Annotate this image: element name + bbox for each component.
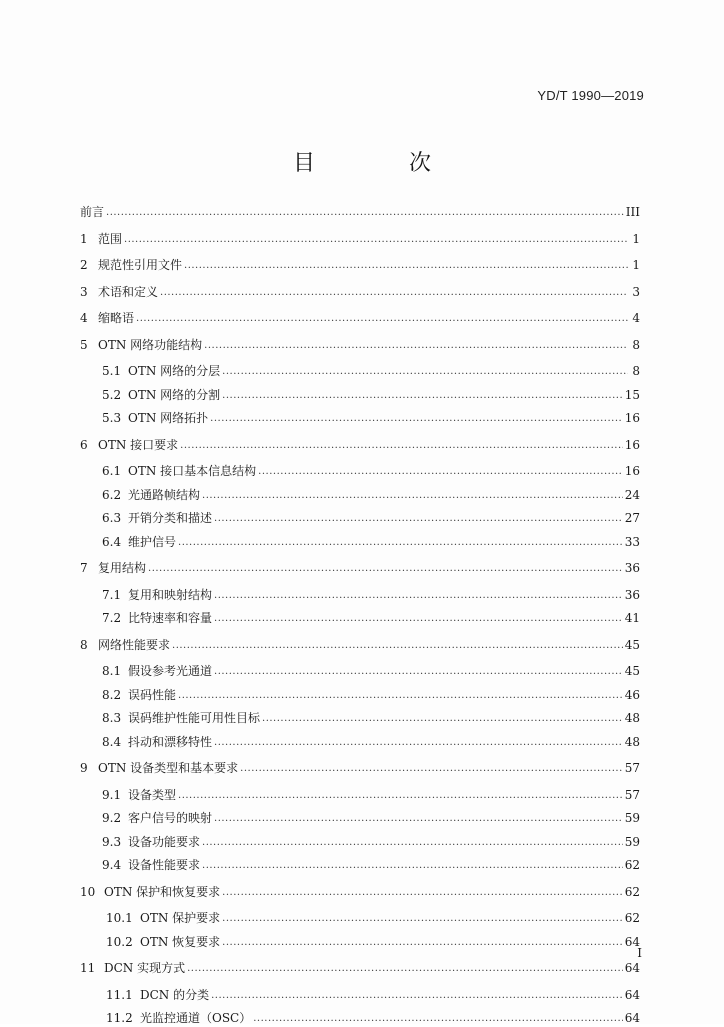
toc-section-entry[interactable]	[80, 364, 640, 380]
toc-entry-label: OTN 网络功能结构	[98, 337, 203, 352]
toc-entry-page: 48	[624, 711, 640, 725]
toc-chapter-entry[interactable]	[80, 438, 640, 454]
toc-entry-label: DCN 实现方式	[104, 961, 186, 975]
toc-leader-dots	[222, 886, 623, 900]
toc-entry-page: 36	[624, 561, 640, 575]
toc-chapter-entry[interactable]	[80, 961, 640, 977]
toc-leader-dots	[211, 989, 623, 1003]
toc-leader-dots	[178, 536, 623, 550]
toc-leader-dots	[214, 736, 623, 750]
toc-leader-dots	[222, 936, 623, 950]
toc-entry-page: 59	[624, 811, 640, 825]
toc-entry-number: 5	[80, 337, 88, 352]
toc-section-entry[interactable]	[80, 835, 640, 851]
toc-entry-page: 36	[624, 587, 640, 602]
toc-section-entry[interactable]	[80, 988, 640, 1004]
toc-section-entry[interactable]	[80, 735, 640, 751]
toc-entry-number: 5.2	[102, 387, 122, 402]
toc-leader-dots	[187, 962, 623, 976]
toc-entry-number: 5.1	[102, 364, 122, 378]
toc-leader-dots	[202, 836, 623, 850]
document-code: YD/T 1990—2019	[537, 88, 644, 103]
toc-entry-number: 2	[80, 258, 88, 272]
toc-entry-page: 45	[624, 664, 640, 678]
toc-entry-label: 设备类型	[128, 787, 177, 802]
toc-leader-dots	[240, 762, 623, 776]
toc-entry-number: 3	[80, 284, 88, 299]
toc-entry-label: DCN 的分类	[140, 987, 210, 1002]
toc-leader-dots	[214, 812, 623, 826]
toc-leader-dots	[214, 512, 623, 526]
toc-entry-label: 复用结构	[98, 561, 147, 575]
toc-leader-dots	[106, 206, 624, 220]
toc-entry-page: 41	[624, 611, 640, 625]
toc-entry-number: 1	[80, 231, 88, 246]
toc-entry-number: 11.2	[106, 1011, 133, 1025]
toc-title: 目 次	[292, 151, 467, 176]
toc-entry-label: 误码维护性能可用性目标	[128, 711, 261, 725]
toc-leader-dots	[214, 589, 623, 603]
toc-entry-label: 规范性引用文件	[98, 258, 183, 272]
toc-entry-number: 9.4	[102, 858, 122, 872]
toc-leader-dots	[136, 312, 628, 326]
toc-entry-label: OTN 网络的分层	[128, 364, 221, 378]
toc-chapter-entry[interactable]	[80, 638, 640, 654]
toc-entry-number: 10.2	[106, 934, 133, 949]
toc-section-entry[interactable]	[80, 1011, 640, 1027]
toc-leader-dots	[222, 912, 623, 926]
toc-section-entry[interactable]	[80, 488, 640, 504]
toc-leader-dots	[178, 689, 623, 703]
toc-entry-page: 64	[624, 961, 640, 975]
toc-entry-label: OTN 保护和恢复要求	[104, 884, 221, 899]
toc-section-entry[interactable]	[80, 911, 640, 927]
toc-entry-page: III	[625, 205, 640, 219]
toc-section-entry[interactable]	[80, 858, 640, 874]
toc-entry-label: 范围	[98, 231, 123, 246]
toc-entry-page: 48	[624, 734, 640, 749]
toc-entry-page: 3	[632, 284, 640, 299]
toc-entry-label: 比特速率和容量	[128, 611, 213, 625]
toc-chapter-entry[interactable]	[80, 761, 640, 777]
toc-section-entry[interactable]	[80, 664, 640, 680]
toc-section-entry[interactable]	[80, 711, 640, 727]
toc-entry-number: 9.1	[102, 787, 122, 802]
toc-chapter-entry[interactable]	[80, 885, 640, 901]
toc-entry-page: 24	[624, 487, 640, 502]
toc-entry-label: OTN 设备类型和基本要求	[98, 761, 239, 775]
toc-leader-dots	[210, 412, 623, 426]
toc-section-entry[interactable]	[80, 788, 640, 804]
toc-leader-dots	[258, 465, 623, 479]
toc-entry-label: OTN 接口基本信息结构	[128, 464, 257, 478]
toc-entry-label: 抖动和漂移特性	[128, 734, 213, 749]
toc-section-entry[interactable]	[80, 935, 640, 951]
toc-section-entry[interactable]	[80, 688, 640, 704]
toc-entry-number: 7	[80, 561, 88, 575]
toc-entry-page: 15	[624, 387, 640, 402]
toc-chapter-entry[interactable]	[80, 258, 640, 274]
toc-entry-label: 术语和定义	[98, 284, 159, 299]
toc-leader-dots	[202, 489, 623, 503]
toc-entry-label: 网络性能要求	[98, 637, 171, 652]
toc-leader-dots	[172, 639, 623, 653]
toc-section-entry[interactable]	[80, 388, 640, 404]
toc-entry-label: OTN 网络的分割	[128, 387, 221, 402]
toc-entry-label: 缩略语	[98, 311, 135, 325]
toc-entry-page: 62	[624, 858, 640, 872]
toc-entry-number: 9.3	[102, 834, 122, 849]
toc-leader-dots	[180, 439, 623, 453]
toc-entry-label: 开销分类和描述	[128, 511, 213, 525]
toc-entry-number: 6.3	[102, 511, 122, 525]
toc-entry-page: 59	[624, 834, 640, 849]
toc-entry-number: 7.1	[102, 587, 122, 602]
toc-entry-label: 设备功能要求	[128, 834, 201, 849]
toc-entry-number: 8.3	[102, 711, 122, 725]
toc-entry-page: 8	[632, 364, 640, 378]
toc-entry-number: 6.1	[102, 464, 122, 478]
toc-entry-number: 5.3	[102, 411, 122, 425]
toc-entry-number: 8	[80, 637, 88, 652]
toc-entry-label: 复用和映射结构	[128, 587, 213, 602]
toc-entry-page: 1	[632, 231, 640, 246]
toc-entry-page: 4	[632, 311, 640, 325]
toc-leader-dots	[178, 789, 623, 803]
table-of-contents	[80, 205, 640, 1027]
toc-entry-number: 7.2	[102, 611, 122, 625]
toc-leader-dots	[184, 259, 628, 273]
toc-entry-number: 6	[80, 437, 88, 452]
toc-entry-label: OTN 网络拓扑	[128, 411, 209, 425]
toc-entry-number: 6.4	[102, 534, 122, 549]
toc-leader-dots	[202, 859, 623, 873]
toc-entry-number: 4	[80, 311, 88, 325]
toc-entry-page: 27	[624, 511, 640, 525]
toc-leader-dots	[262, 712, 623, 726]
toc-entry-page: 57	[624, 787, 640, 802]
toc-chapter-entry[interactable]	[80, 338, 640, 354]
toc-section-entry[interactable]	[80, 811, 640, 827]
toc-entry-label: 误码性能	[128, 687, 177, 702]
toc-section-entry[interactable]	[80, 411, 640, 427]
toc-entry-label: 假设参考光通道	[128, 664, 213, 678]
toc-entry-page: 33	[624, 534, 640, 549]
toc-chapter-entry[interactable]	[80, 285, 640, 301]
toc-entry-label: 前言	[80, 205, 105, 219]
toc-entry-page: 64	[624, 1011, 640, 1025]
toc-leader-dots	[160, 286, 628, 300]
toc-section-entry[interactable]	[80, 588, 640, 604]
toc-entry-label: 客户信号的映射	[128, 811, 213, 825]
toc-entry-label: 维护信号	[128, 534, 177, 549]
toc-entry-number: 11.1	[106, 987, 133, 1002]
toc-entry-number: 6.2	[102, 487, 122, 502]
toc-leader-dots	[204, 339, 628, 353]
toc-entry-number: 11	[80, 961, 96, 975]
toc-entry-page: 16	[624, 464, 640, 478]
toc-entry-number: 9.2	[102, 811, 122, 825]
toc-entry-number: 8.1	[102, 664, 122, 678]
toc-entry-label: OTN 接口要求	[98, 437, 179, 452]
toc-entry-page: 64	[624, 934, 640, 949]
toc-entry-label: 设备性能要求	[128, 858, 201, 872]
toc-section-entry[interactable]	[80, 611, 640, 627]
toc-entry-page: 8	[632, 337, 640, 352]
toc-entry-number: 8.2	[102, 687, 122, 702]
toc-section-entry[interactable]	[80, 464, 640, 480]
toc-entry-number: 10.1	[106, 911, 133, 925]
toc-leader-dots	[148, 562, 623, 576]
toc-entry-label: 光通路帧结构	[128, 487, 201, 502]
toc-leader-dots	[222, 365, 628, 379]
toc-entry-page: 16	[624, 437, 640, 452]
page-number: I	[637, 946, 642, 960]
toc-chapter-entry[interactable]	[80, 561, 640, 577]
toc-leader-dots	[222, 389, 623, 403]
toc-entry-page: 46	[624, 687, 640, 702]
toc-entry-label: OTN 恢复要求	[140, 934, 221, 949]
toc-entry-page: 62	[624, 884, 640, 899]
toc-entry-number: 8.4	[102, 734, 122, 749]
toc-entry-label: OTN 保护要求	[140, 911, 221, 925]
toc-chapter-entry[interactable]	[80, 205, 640, 221]
toc-chapter-entry[interactable]	[80, 232, 640, 248]
toc-entry-page: 16	[624, 411, 640, 425]
toc-section-entry[interactable]	[80, 511, 640, 527]
toc-entry-page: 45	[624, 637, 640, 652]
toc-entry-number: 9	[80, 761, 88, 775]
toc-entry-page: 64	[624, 987, 640, 1002]
toc-leader-dots	[124, 233, 628, 247]
toc-entry-number: 10	[80, 884, 96, 899]
toc-entry-page: 57	[624, 761, 640, 775]
toc-chapter-entry[interactable]	[80, 311, 640, 327]
toc-leader-dots	[214, 665, 623, 679]
toc-leader-dots	[214, 612, 623, 626]
toc-section-entry[interactable]	[80, 535, 640, 551]
toc-entry-page: 1	[632, 258, 640, 272]
toc-entry-page: 62	[624, 911, 640, 925]
toc-entry-label: 光监控通道（OSC）	[140, 1011, 252, 1025]
